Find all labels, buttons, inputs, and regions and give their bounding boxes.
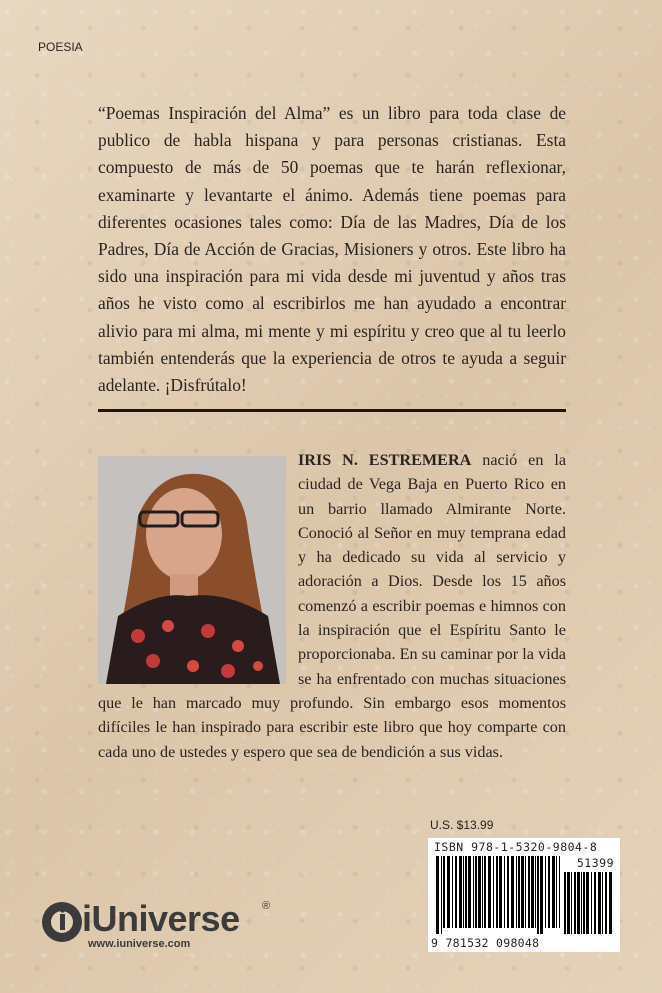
author-bio-text: nació en la ciudad de Vega Baja en Puerto Rico en un barrio llamado Almirante Norte. Conoció al Señor en muy temprana edad y ha dedicado su vida al servicio y adoración a Dios. Desde los 15 años comenzó a escribir poemas e himnos con la inspiración que el Espíritu Santo le proporcionaba. En su caminar por la vida se ha enfrentado con muchas situaciones que le han marcado muy profundo. Sin embargo esos momentos difíciles le han inspirado para escribir este libro que hoy comparte con cada uno de ustedes y espero que sea de bendición a sus vidas. — [98, 451, 567, 761]
registered-mark: ® — [262, 900, 271, 912]
category-label: POESIA — [38, 40, 83, 54]
back-cover-blurb: “Poemas Inspiración del Alma” es un libro para toda clase de publico de habla hispana y para personas cristianas. Esta compuesto de más de 50 poemas que te harán reflexionar, examinarte y levantarte el ánimo. Además tiene poemas para diferentes ocasiones tales como: Día de las Madres, Día de los Padres, Día de Acción de Gracias, Misioners y otros. Este libro ha sido una inspiración para mi vida desde mi juventud y años tras años he visto como al escribirlos me han ayudado a encontrar alivio para mi alma, mi mente y mi espíritu y creo que al tu leerlo también entenderás que la experiencia de otros te ayuda a seguir adelante. ¡Disfrútalo! — [98, 103, 566, 396]
author-bio — [98, 448, 566, 764]
ean-bars — [436, 856, 560, 934]
addon-bars — [564, 872, 612, 934]
barcode-addon: 51399 — [576, 856, 614, 870]
iuniverse-logo-icon — [40, 900, 84, 944]
ean-number: 9 781532 098048 — [431, 936, 540, 950]
divider — [98, 409, 566, 412]
publisher-logo — [40, 898, 280, 958]
publisher-name: iUniverse — [82, 898, 240, 939]
price: U.S. $13.99 — [430, 818, 494, 832]
publisher-url: www.iuniverse.com — [88, 938, 191, 950]
author-name: IRIS N. ESTREMERA — [298, 451, 472, 469]
isbn-barcode — [428, 838, 620, 952]
isbn-label: ISBN 978-1-5320-9804-8 — [434, 840, 598, 854]
